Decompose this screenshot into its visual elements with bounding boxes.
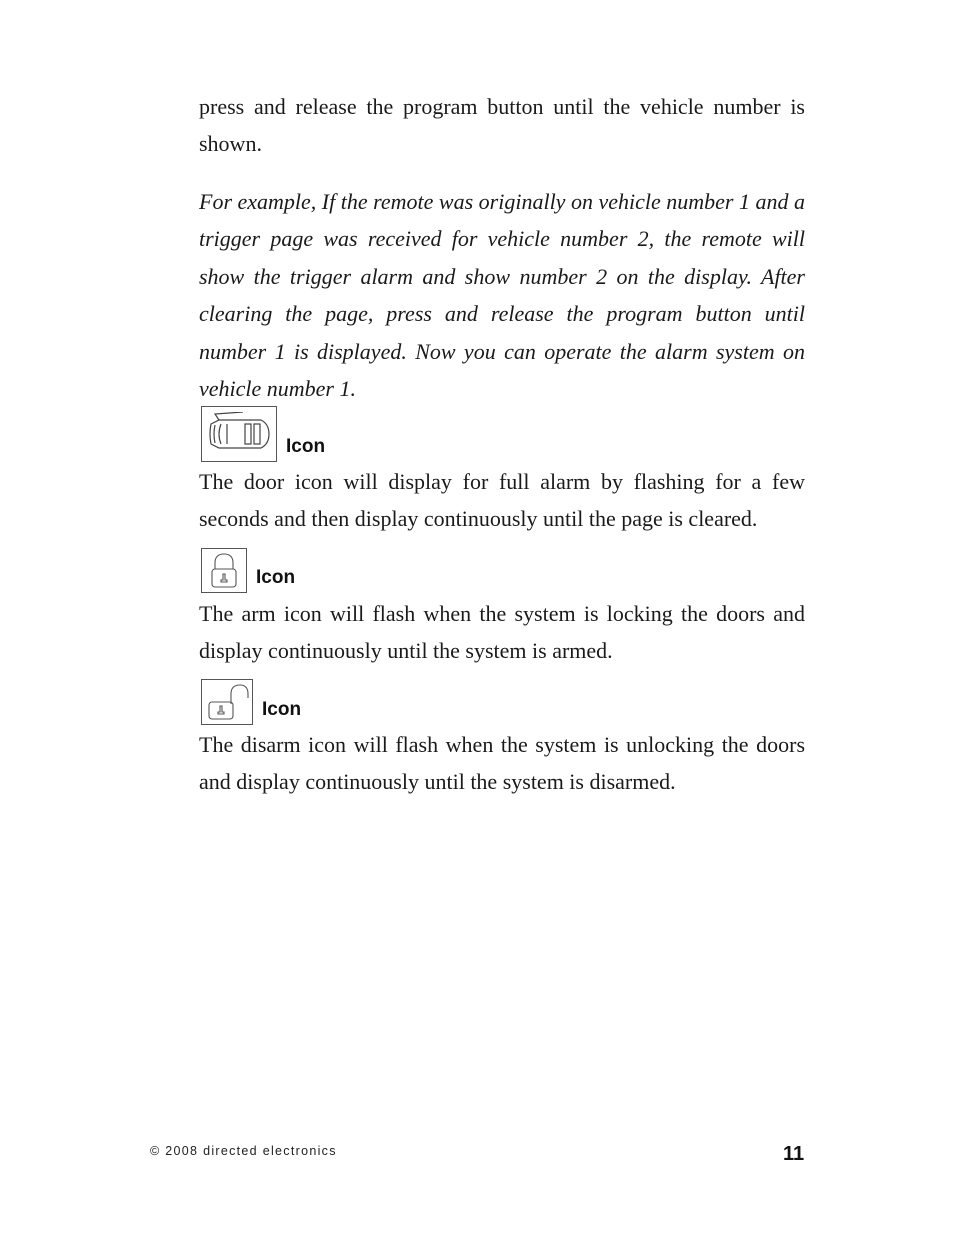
example-paragraph: For example, If the remote was originally on vehicle number 1 and a trigger page was received for vehicle number 2, the remote will show the trigger alarm and show number 2 on the display. After clearing the page, press and release the program button until number 1 is displayed. Now you can operate the alarm system on vehicle number 1. [199, 189, 805, 402]
disarm-icon-row [201, 679, 301, 725]
arm-icon-label: Icon [256, 567, 296, 588]
copyright-footer: © 2008 directed electronics [150, 1144, 337, 1158]
disarm-icon-label: Icon [262, 699, 302, 720]
continuation-paragraph: press and release the program button until the vehicle number is shown. [199, 94, 805, 157]
lock-open-icon [201, 679, 253, 725]
disarm-paragraph: The disarm icon will flash when the system is unlocking the doors and display continuously until the system is disarmed. [199, 732, 805, 795]
arm-icon-row [201, 548, 295, 593]
arm-paragraph: The arm icon will flash when the system is locking the doors and display continuously until the system is armed. [199, 601, 805, 664]
door-paragraph: The door icon will display for full alarm by flashing for a few seconds and then display continuously until the page is cleared. [199, 469, 805, 532]
page-number: 11 [783, 1143, 805, 1165]
car-door-icon [201, 406, 277, 462]
door-icon-label: Icon [286, 436, 326, 457]
door-icon-row [201, 406, 325, 462]
lock-closed-icon [201, 548, 247, 593]
